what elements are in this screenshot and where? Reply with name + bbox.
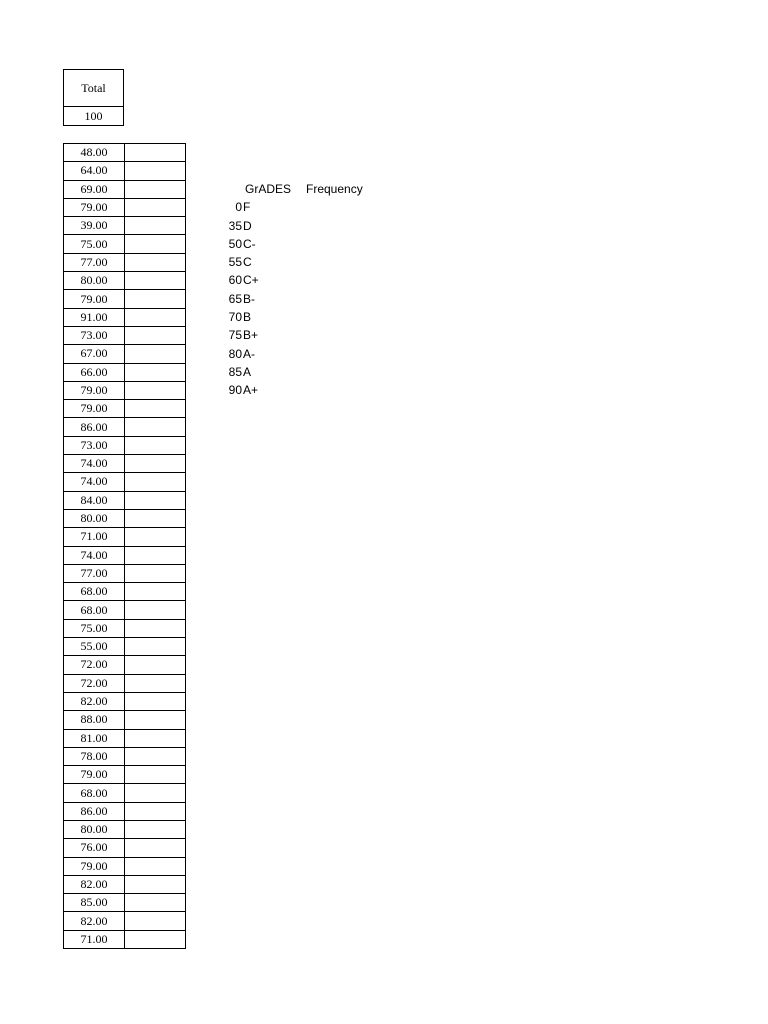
grade-row bbox=[228, 198, 259, 216]
empty-cell[interactable] bbox=[125, 894, 186, 912]
frequency-header-label: Frequency bbox=[306, 182, 363, 196]
empty-cell[interactable] bbox=[125, 601, 186, 619]
score-cell[interactable]: 72.00 bbox=[64, 656, 125, 674]
score-cell[interactable]: 68.00 bbox=[64, 601, 125, 619]
empty-cell[interactable] bbox=[125, 729, 186, 747]
grade-row bbox=[228, 308, 259, 326]
table-row bbox=[64, 546, 186, 564]
empty-cell[interactable] bbox=[125, 198, 186, 216]
empty-cell[interactable] bbox=[125, 857, 186, 875]
empty-cell[interactable] bbox=[125, 711, 186, 729]
empty-cell[interactable] bbox=[125, 638, 186, 656]
grade-cutoff: 50 bbox=[228, 236, 242, 251]
empty-cell[interactable] bbox=[125, 784, 186, 802]
grades-header bbox=[228, 180, 363, 198]
table-row bbox=[64, 144, 186, 162]
score-cell[interactable]: 74.00 bbox=[64, 455, 125, 473]
grade-cutoff: 75 bbox=[228, 328, 242, 343]
table-row bbox=[64, 601, 186, 619]
table-row bbox=[64, 912, 186, 930]
empty-cell[interactable] bbox=[125, 308, 186, 326]
empty-cell[interactable] bbox=[125, 345, 186, 363]
empty-cell[interactable] bbox=[125, 473, 186, 491]
grade-cutoff: 90 bbox=[228, 383, 242, 398]
grade-row bbox=[228, 345, 259, 363]
score-cell[interactable]: 78.00 bbox=[64, 747, 125, 765]
empty-cell[interactable] bbox=[125, 692, 186, 710]
score-cell[interactable]: 79.00 bbox=[64, 766, 125, 784]
total-value: 100 bbox=[84, 109, 103, 123]
table-row bbox=[64, 802, 186, 820]
grade-row bbox=[228, 381, 259, 399]
table-row bbox=[64, 729, 186, 747]
table-row bbox=[64, 711, 186, 729]
empty-cell[interactable] bbox=[125, 290, 186, 308]
table-row bbox=[64, 674, 186, 692]
table-row bbox=[64, 253, 186, 271]
table-row bbox=[64, 217, 186, 235]
score-cell[interactable]: 73.00 bbox=[64, 436, 125, 454]
table-row bbox=[64, 290, 186, 308]
empty-cell[interactable] bbox=[125, 546, 186, 564]
table-row bbox=[64, 784, 186, 802]
score-cell[interactable]: 74.00 bbox=[64, 546, 125, 564]
score-cell[interactable]: 79.00 bbox=[64, 857, 125, 875]
table-row bbox=[64, 528, 186, 546]
table-row bbox=[64, 436, 186, 454]
table-row bbox=[64, 491, 186, 509]
table-row bbox=[64, 308, 186, 326]
grade-letter: D bbox=[243, 218, 252, 233]
score-cell[interactable]: 86.00 bbox=[64, 418, 125, 436]
score-cell[interactable]: 86.00 bbox=[64, 802, 125, 820]
grade-letter: A+ bbox=[243, 383, 259, 398]
empty-cell[interactable] bbox=[125, 802, 186, 820]
empty-cell[interactable] bbox=[125, 674, 186, 692]
score-cell[interactable]: 79.00 bbox=[64, 400, 125, 418]
empty-cell[interactable] bbox=[125, 235, 186, 253]
table-row bbox=[64, 894, 186, 912]
empty-cell[interactable] bbox=[125, 144, 186, 162]
score-cell[interactable]: 74.00 bbox=[64, 473, 125, 491]
table-row bbox=[64, 455, 186, 473]
score-cell[interactable]: 84.00 bbox=[64, 491, 125, 509]
grade-letter: B bbox=[243, 310, 252, 325]
table-row bbox=[64, 564, 186, 582]
table-row bbox=[64, 930, 186, 948]
table-row bbox=[64, 839, 186, 857]
grade-cutoff: 70 bbox=[228, 310, 242, 325]
score-cell[interactable]: 48.00 bbox=[64, 144, 125, 162]
table-row bbox=[64, 857, 186, 875]
empty-cell[interactable] bbox=[125, 747, 186, 765]
empty-cell[interactable] bbox=[125, 656, 186, 674]
empty-cell[interactable] bbox=[125, 528, 186, 546]
grades-header-label: GrADES bbox=[245, 182, 292, 196]
empty-cell[interactable] bbox=[125, 930, 186, 948]
empty-cell[interactable] bbox=[125, 564, 186, 582]
grade-cutoff: 0 bbox=[235, 200, 242, 215]
score-cell[interactable]: 68.00 bbox=[64, 784, 125, 802]
score-cell[interactable]: 77.00 bbox=[64, 564, 125, 582]
score-cell[interactable]: 72.00 bbox=[64, 674, 125, 692]
empty-cell[interactable] bbox=[125, 875, 186, 893]
table-row bbox=[64, 820, 186, 838]
score-cell[interactable]: 80.00 bbox=[64, 820, 125, 838]
empty-cell[interactable] bbox=[125, 326, 186, 344]
score-cell[interactable]: 82.00 bbox=[64, 912, 125, 930]
table-row bbox=[64, 180, 186, 198]
grade-letter: F bbox=[243, 200, 251, 215]
grade-cutoff: 60 bbox=[228, 273, 242, 288]
score-cell[interactable]: 80.00 bbox=[64, 509, 125, 527]
grade-letter: B+ bbox=[243, 328, 259, 343]
grade-row bbox=[228, 290, 259, 308]
score-cell[interactable]: 88.00 bbox=[64, 711, 125, 729]
score-cell[interactable]: 39.00 bbox=[64, 217, 125, 235]
score-cell[interactable]: 69.00 bbox=[64, 180, 125, 198]
score-cell[interactable]: 71.00 bbox=[64, 930, 125, 948]
score-cell[interactable]: 79.00 bbox=[64, 198, 125, 216]
score-cell[interactable]: 85.00 bbox=[64, 894, 125, 912]
total-label: Total bbox=[64, 70, 123, 107]
score-cell[interactable]: 79.00 bbox=[64, 290, 125, 308]
grade-row bbox=[228, 235, 259, 253]
score-cell[interactable]: 75.00 bbox=[64, 619, 125, 637]
table-row bbox=[64, 198, 186, 216]
empty-cell[interactable] bbox=[125, 418, 186, 436]
score-cell[interactable]: 64.00 bbox=[64, 162, 125, 180]
table-row bbox=[64, 619, 186, 637]
empty-cell[interactable] bbox=[125, 509, 186, 527]
score-cell[interactable]: 77.00 bbox=[64, 253, 125, 271]
score-cell[interactable]: 66.00 bbox=[64, 363, 125, 381]
grade-letter: C- bbox=[243, 236, 256, 251]
empty-cell[interactable] bbox=[125, 820, 186, 838]
empty-cell[interactable] bbox=[125, 363, 186, 381]
table-row bbox=[64, 162, 186, 180]
score-cell[interactable]: 80.00 bbox=[64, 272, 125, 290]
scores-table bbox=[63, 143, 186, 949]
empty-cell[interactable] bbox=[125, 619, 186, 637]
table-row bbox=[64, 363, 186, 381]
empty-cell[interactable] bbox=[125, 253, 186, 271]
empty-cell[interactable] bbox=[125, 766, 186, 784]
score-cell[interactable]: 55.00 bbox=[64, 638, 125, 656]
grade-row bbox=[228, 363, 259, 381]
grade-letter: C bbox=[243, 255, 252, 270]
grade-cutoff: 65 bbox=[228, 291, 242, 306]
empty-cell[interactable] bbox=[125, 912, 186, 930]
grade-letter: A- bbox=[243, 346, 255, 361]
table-row bbox=[64, 656, 186, 674]
grade-letter: C+ bbox=[243, 273, 259, 288]
table-row bbox=[64, 509, 186, 527]
table-row bbox=[64, 875, 186, 893]
table-row bbox=[64, 381, 186, 399]
grade-letter: B- bbox=[243, 291, 255, 306]
score-cell[interactable]: 73.00 bbox=[64, 326, 125, 344]
grade-row bbox=[228, 217, 259, 235]
empty-cell[interactable] bbox=[125, 381, 186, 399]
table-row bbox=[64, 473, 186, 491]
grade-cutoff: 55 bbox=[228, 255, 242, 270]
empty-cell[interactable] bbox=[125, 180, 186, 198]
table-row bbox=[64, 418, 186, 436]
score-cell[interactable]: 71.00 bbox=[64, 528, 125, 546]
grade-cutoff: 85 bbox=[228, 364, 242, 379]
empty-cell[interactable] bbox=[125, 583, 186, 601]
score-cell[interactable]: 82.00 bbox=[64, 692, 125, 710]
empty-cell[interactable] bbox=[125, 839, 186, 857]
score-cell[interactable]: 75.00 bbox=[64, 235, 125, 253]
table-row bbox=[64, 400, 186, 418]
grade-row bbox=[228, 253, 259, 271]
grade-letter: A bbox=[243, 364, 252, 379]
empty-cell[interactable] bbox=[125, 455, 186, 473]
table-row bbox=[64, 272, 186, 290]
table-row bbox=[64, 583, 186, 601]
score-cell[interactable]: 76.00 bbox=[64, 839, 125, 857]
table-row bbox=[64, 766, 186, 784]
score-cell[interactable]: 91.00 bbox=[64, 308, 125, 326]
score-cell[interactable]: 67.00 bbox=[64, 345, 125, 363]
table-row bbox=[64, 638, 186, 656]
empty-cell[interactable] bbox=[125, 217, 186, 235]
empty-cell[interactable] bbox=[125, 491, 186, 509]
empty-cell[interactable] bbox=[125, 436, 186, 454]
score-cell[interactable]: 68.00 bbox=[64, 583, 125, 601]
table-row bbox=[64, 235, 186, 253]
empty-cell[interactable] bbox=[125, 400, 186, 418]
table-row bbox=[64, 747, 186, 765]
grade-row bbox=[228, 271, 259, 289]
score-cell[interactable]: 81.00 bbox=[64, 729, 125, 747]
grade-row bbox=[228, 326, 259, 344]
score-cell[interactable]: 79.00 bbox=[64, 381, 125, 399]
empty-cell[interactable] bbox=[125, 272, 186, 290]
table-row bbox=[64, 326, 186, 344]
grade-cutoff: 80 bbox=[228, 346, 242, 361]
table-row bbox=[64, 345, 186, 363]
empty-cell[interactable] bbox=[125, 162, 186, 180]
total-box bbox=[63, 69, 124, 126]
table-row bbox=[64, 692, 186, 710]
grades-table bbox=[228, 180, 363, 400]
score-cell[interactable]: 82.00 bbox=[64, 875, 125, 893]
grade-cutoff: 35 bbox=[228, 218, 242, 233]
